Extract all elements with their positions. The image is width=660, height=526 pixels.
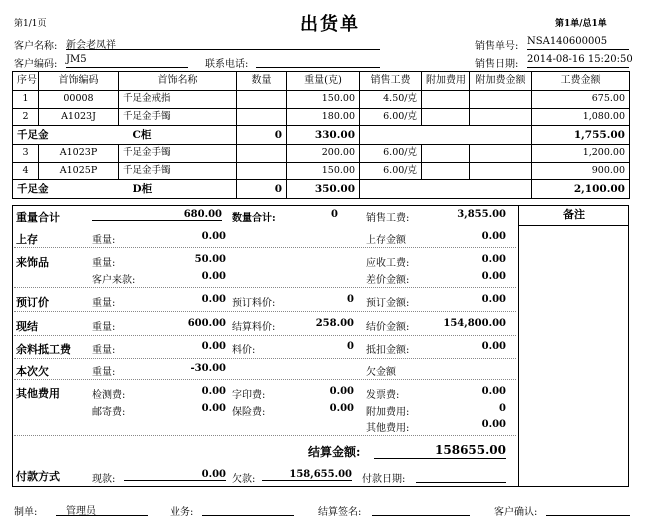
cell-fee: 6.00/克 [360, 145, 422, 163]
cell-idx: 1 [13, 91, 39, 109]
yuliao-amount-label: 抵扣金额: [366, 345, 410, 356]
payment-owe-label: 欠款: [232, 474, 256, 485]
other-print-value: 0.00 [329, 386, 354, 397]
cell-name: 千足金手镯 [119, 145, 237, 163]
col-header: 销售工费 [360, 72, 422, 91]
shangcun-weight-label: 重量: [92, 235, 116, 246]
business-label: 业务: [170, 507, 194, 518]
col-header: 首饰名称 [119, 72, 237, 91]
cell-code: A1023J [39, 108, 119, 126]
shangcun-amount-label: 上存金额 [366, 235, 406, 246]
cell-qty [237, 162, 287, 180]
yuliao-weight-value: 0.00 [201, 341, 226, 352]
cell-amount: 900.00 [532, 162, 630, 180]
payment-cash-value: 0.00 [124, 469, 226, 481]
other-insure-value: 0.00 [329, 403, 354, 414]
cell-extra-amt [470, 91, 532, 109]
items-table [12, 71, 630, 199]
xianjie-price-value: 258.00 [315, 318, 354, 329]
subtotal-amount: 2,100.00 [532, 180, 630, 199]
settle-label: 结算金额: [308, 445, 361, 459]
subtotal-amount: 1,755.00 [532, 126, 630, 145]
other-misc-value: 0.00 [481, 419, 506, 430]
order-no-field [527, 36, 629, 50]
laishipin-receivable-label: 应收工费: [366, 258, 410, 269]
payment-title: 付款方式 [16, 470, 60, 483]
xianjie-amount-value: 154,800.00 [443, 318, 506, 329]
maker-label: 制单: [14, 507, 38, 518]
benciqian-weight-value: -30.00 [190, 363, 226, 374]
cell-code: 00008 [39, 91, 119, 109]
cell-extra-amt [470, 162, 532, 180]
cell-fee: 6.00/克 [360, 162, 422, 180]
table-header-row [13, 72, 630, 91]
cell-name: 千足金手镯 [119, 108, 237, 126]
remark-header: 备注 [519, 205, 629, 226]
subtotal-label: 千足金 [13, 126, 119, 145]
section-divider [14, 287, 516, 288]
customer-code-label: 客户编码: [14, 59, 58, 70]
xianjie-weight-value: 600.00 [187, 318, 226, 329]
yuliao-amount-value: 0.00 [481, 341, 506, 352]
cell-extra-amt [470, 145, 532, 163]
subtotal-blank [360, 126, 532, 145]
sign-label: 结算签名: [318, 507, 362, 518]
table-row [13, 145, 630, 163]
cell-weight: 200.00 [287, 145, 360, 163]
laishipin-cust-label: 客户来款: [92, 275, 136, 286]
yudingjia-weight-value: 0.00 [201, 294, 226, 305]
cell-name: 千足金手镯 [119, 162, 237, 180]
other-addl-value: 0 [499, 403, 506, 414]
xianjie-weight-label: 重量: [92, 322, 116, 333]
laishipin-title: 来饰品 [16, 256, 49, 269]
sign-field [372, 502, 470, 516]
section-divider [14, 335, 516, 336]
col-header: 数量 [237, 72, 287, 91]
other-invoice-value: 0.00 [481, 386, 506, 397]
customer-name-field [66, 36, 380, 50]
customer-code-field [66, 54, 188, 68]
shangcun-title: 上存 [16, 233, 38, 246]
customer-name-value: 新会老凤祥 [66, 40, 116, 51]
cell-idx: 4 [13, 162, 39, 180]
phone-label: 联系电话: [205, 59, 249, 70]
laishipin-diff-label: 差价金额: [366, 275, 410, 286]
yuliao-price-value: 0 [347, 341, 354, 352]
subtotal-label: 千足金 [13, 180, 119, 199]
order-date-field [527, 54, 633, 68]
cell-idx: 2 [13, 108, 39, 126]
payment-owe-value: 158,655.00 [262, 469, 352, 481]
table-row [13, 108, 630, 126]
page-info: 第1/1页 [14, 19, 47, 29]
maker-value: 管理员 [66, 506, 96, 517]
benciqian-weight-label: 重量: [92, 367, 116, 378]
subtotal-weight: 330.00 [287, 126, 360, 145]
total-weight-value: 680.00 [92, 209, 222, 221]
section-divider [14, 311, 516, 312]
section-divider [14, 247, 516, 248]
business-field [202, 502, 294, 516]
col-header: 工费金额 [532, 72, 630, 91]
laishipin-diff-value: 0.00 [481, 271, 506, 282]
table-row [13, 91, 630, 109]
cell-extra [422, 91, 470, 109]
yudingjia-title: 预订价 [16, 296, 49, 309]
benciqian-amount-label: 欠金额 [366, 367, 396, 378]
page-title: 出货单 [300, 14, 360, 35]
subtotal-row [13, 180, 630, 199]
other-title: 其他费用 [16, 387, 60, 400]
cell-name: 千足金戒指 [119, 91, 237, 109]
customer-code-value: JM5 [66, 54, 87, 65]
cell-code: A1025P [39, 162, 119, 180]
yudingjia-amount-value: 0.00 [481, 294, 506, 305]
cell-amount: 1,080.00 [532, 108, 630, 126]
other-post-label: 邮寄费: [92, 407, 126, 418]
order-date-label: 销售日期: [475, 59, 519, 70]
col-header: 附加费金额 [470, 72, 532, 91]
other-test-value: 0.00 [201, 386, 226, 397]
cell-qty [237, 108, 287, 126]
order-no-value: NSA140600005 [527, 36, 608, 47]
cell-fee: 6.00/克 [360, 108, 422, 126]
cell-weight: 150.00 [287, 162, 360, 180]
payment-date-value [416, 469, 506, 483]
yudingjia-amount-label: 预订金额: [366, 298, 410, 309]
payment-cash-label: 现款: [92, 474, 116, 485]
col-header: 序号 [13, 72, 39, 91]
other-print-label: 字印费: [232, 390, 266, 401]
col-header: 重量(克) [287, 72, 360, 91]
laishipin-cust-value: 0.00 [201, 271, 226, 282]
shangcun-weight-value: 0.00 [201, 231, 226, 242]
doc-count: 第1单/总1单 [555, 19, 607, 29]
subtotal-row [13, 126, 630, 145]
cell-extra [422, 162, 470, 180]
confirm-field [546, 502, 630, 516]
section-divider [14, 435, 516, 436]
subtotal-qty: 0 [237, 126, 287, 145]
other-insure-label: 保险费: [232, 407, 266, 418]
total-qty-label: 数量合计: [232, 213, 276, 224]
sales-fee-value: 3,855.00 [457, 209, 506, 220]
cell-amount: 675.00 [532, 91, 630, 109]
cell-extra [422, 108, 470, 126]
sales-fee-label: 销售工费: [366, 213, 410, 224]
total-weight-label: 重量合计 [16, 211, 60, 224]
xianjie-price-label: 结算料价: [232, 322, 276, 333]
other-misc-label: 其他费用: [366, 423, 410, 434]
subtotal-qty: 0 [237, 180, 287, 199]
yudingjia-price-value: 0 [347, 294, 354, 305]
xianjie-title: 现结 [16, 320, 38, 333]
yudingjia-price-label: 预订料价: [232, 298, 276, 309]
subtotal-blank [360, 180, 532, 199]
laishipin-receivable-value: 0.00 [481, 254, 506, 265]
order-date-value: 2014-08-16 15:20:50 [527, 54, 633, 65]
section-divider [14, 358, 516, 359]
confirm-label: 客户确认: [494, 507, 538, 518]
section-divider [14, 379, 516, 380]
xianjie-amount-label: 结价金额: [366, 322, 410, 333]
other-test-label: 检测费: [92, 390, 126, 401]
cell-code: A1023P [39, 145, 119, 163]
col-header: 附加费用 [422, 72, 470, 91]
cell-weight: 150.00 [287, 91, 360, 109]
cell-weight: 180.00 [287, 108, 360, 126]
cell-qty [237, 91, 287, 109]
payment-date-label: 付款日期: [362, 474, 406, 485]
subtotal-cabinet: D柜 [119, 180, 237, 199]
other-addl-label: 附加费用: [366, 407, 410, 418]
benciqian-title: 本次欠 [16, 365, 49, 378]
cell-extra [422, 145, 470, 163]
order-no-label: 销售单号: [475, 41, 519, 52]
summary-divider [518, 205, 519, 487]
phone-field [256, 54, 380, 68]
subtotal-weight: 350.00 [287, 180, 360, 199]
subtotal-cabinet: C柜 [119, 126, 237, 145]
yudingjia-weight-label: 重量: [92, 298, 116, 309]
col-header: 首饰编码 [39, 72, 119, 91]
maker-field [56, 502, 148, 516]
customer-name-label: 客户名称: [14, 41, 58, 52]
settle-value: 158655.00 [374, 443, 506, 459]
laishipin-weight-value: 50.00 [194, 254, 226, 265]
cell-qty [237, 145, 287, 163]
cell-fee: 4.50/克 [360, 91, 422, 109]
yuliao-price-label: 料价: [232, 345, 256, 356]
other-invoice-label: 发票费: [366, 390, 400, 401]
table-row [13, 162, 630, 180]
yuliao-title: 余料抵工费 [16, 343, 71, 356]
laishipin-weight-label: 重量: [92, 258, 116, 269]
cell-idx: 3 [13, 145, 39, 163]
other-post-value: 0.00 [201, 403, 226, 414]
cell-extra-amt [470, 108, 532, 126]
yuliao-weight-label: 重量: [92, 345, 116, 356]
shangcun-amount-value: 0.00 [481, 231, 506, 242]
cell-amount: 1,200.00 [532, 145, 630, 163]
total-qty-value: 0 [331, 209, 338, 220]
